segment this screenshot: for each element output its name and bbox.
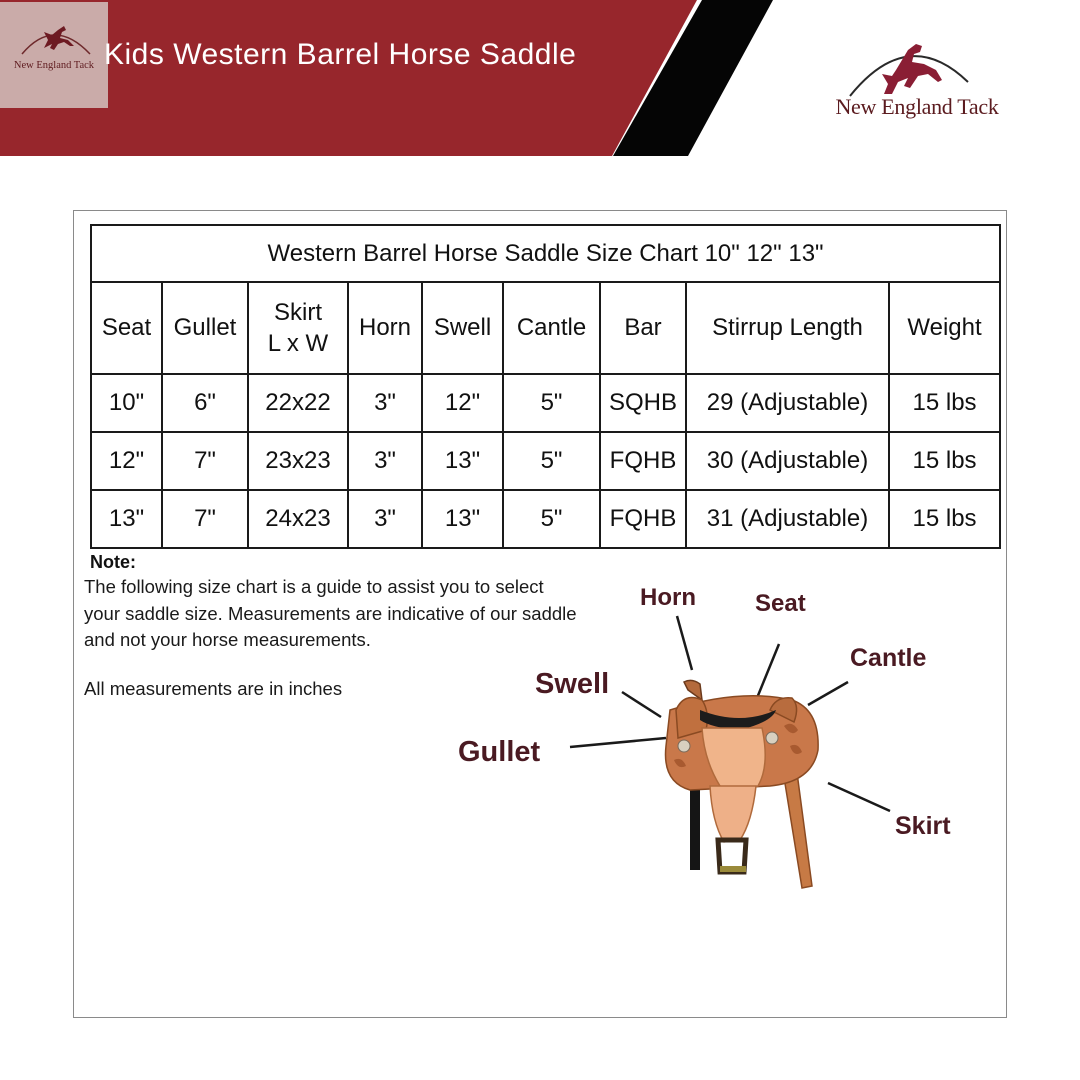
table-cell: 5" [503,490,600,548]
column-header-gullet: Gullet [162,282,248,374]
table-cell: 5" [503,432,600,490]
small-logo-brand-name: New England Tack [13,60,95,71]
table-cell: 3" [348,432,422,490]
note-units: All measurements are in inches [84,678,343,699]
table-row [91,432,1000,490]
table-cell: 6" [162,374,248,432]
header-banner [0,0,1080,156]
table-cell: 22x22 [248,374,348,432]
main-brand-logo [812,30,1012,130]
saddle-diagram [440,560,1000,920]
column-header-horn: Horn [348,282,422,374]
label-skirt: Skirt [895,812,951,840]
table-cell: 30 (Adjustable) [686,432,889,490]
table-cell: 3" [348,374,422,432]
column-header-bar: Bar [600,282,686,374]
table-cell: 5" [503,374,600,432]
label-swell: Swell [535,668,610,700]
column-header-seat: Seat [91,282,162,374]
size-chart-title-row [91,225,1000,282]
size-chart-table [90,224,1001,549]
table-cell: 24x23 [248,490,348,548]
table-cell: 7" [162,432,248,490]
size-chart-title: Western Barrel Horse Saddle Size Chart 10" 12" 13" [91,225,1000,282]
table-cell: 13" [422,490,503,548]
table-cell: 15 lbs [889,432,1000,490]
table-cell: 15 lbs [889,374,1000,432]
small-brand-logo [0,2,108,108]
page-title: Kids Western Barrel Horse Saddle [104,38,577,71]
horse-logo-icon [0,2,108,62]
table-cell: FQHB [600,432,686,490]
label-gullet: Gullet [458,736,541,768]
table-cell: 3" [348,490,422,548]
column-header-swell: Swell [422,282,503,374]
table-cell: 7" [162,490,248,548]
label-horn: Horn [640,584,696,611]
table-cell: 10" [91,374,162,432]
column-header-cantle: Cantle [503,282,600,374]
table-cell: 23x23 [248,432,348,490]
table-cell: 12" [422,374,503,432]
table-row [91,374,1000,432]
column-header-weight: Weight [889,282,1000,374]
table-cell: 31 (Adjustable) [686,490,889,548]
table-cell: FQHB [600,490,686,548]
label-seat: Seat [755,590,806,617]
table-cell: 13" [422,432,503,490]
main-logo-brand-name: New England Tack [835,94,999,119]
table-cell: 29 (Adjustable) [686,374,889,432]
note-label: Note: [90,552,136,572]
table-cell: 13" [91,490,162,548]
table-row [91,490,1000,548]
table-header-row [91,282,1000,374]
table-cell: 12" [91,432,162,490]
column-header-stirrup-length: Stirrup Length [686,282,889,374]
note-text: The following size chart is a guide to assist you to select your saddle size. Measurements are indicative of our saddle and not your horse measurements. [84,576,577,650]
saddle-shape [666,680,819,888]
label-cantle: Cantle [850,644,927,672]
column-header-skirt: Skirt L x W [248,282,348,374]
table-cell: 15 lbs [889,490,1000,548]
horse-logo-icon [812,30,1012,100]
table-cell: SQHB [600,374,686,432]
